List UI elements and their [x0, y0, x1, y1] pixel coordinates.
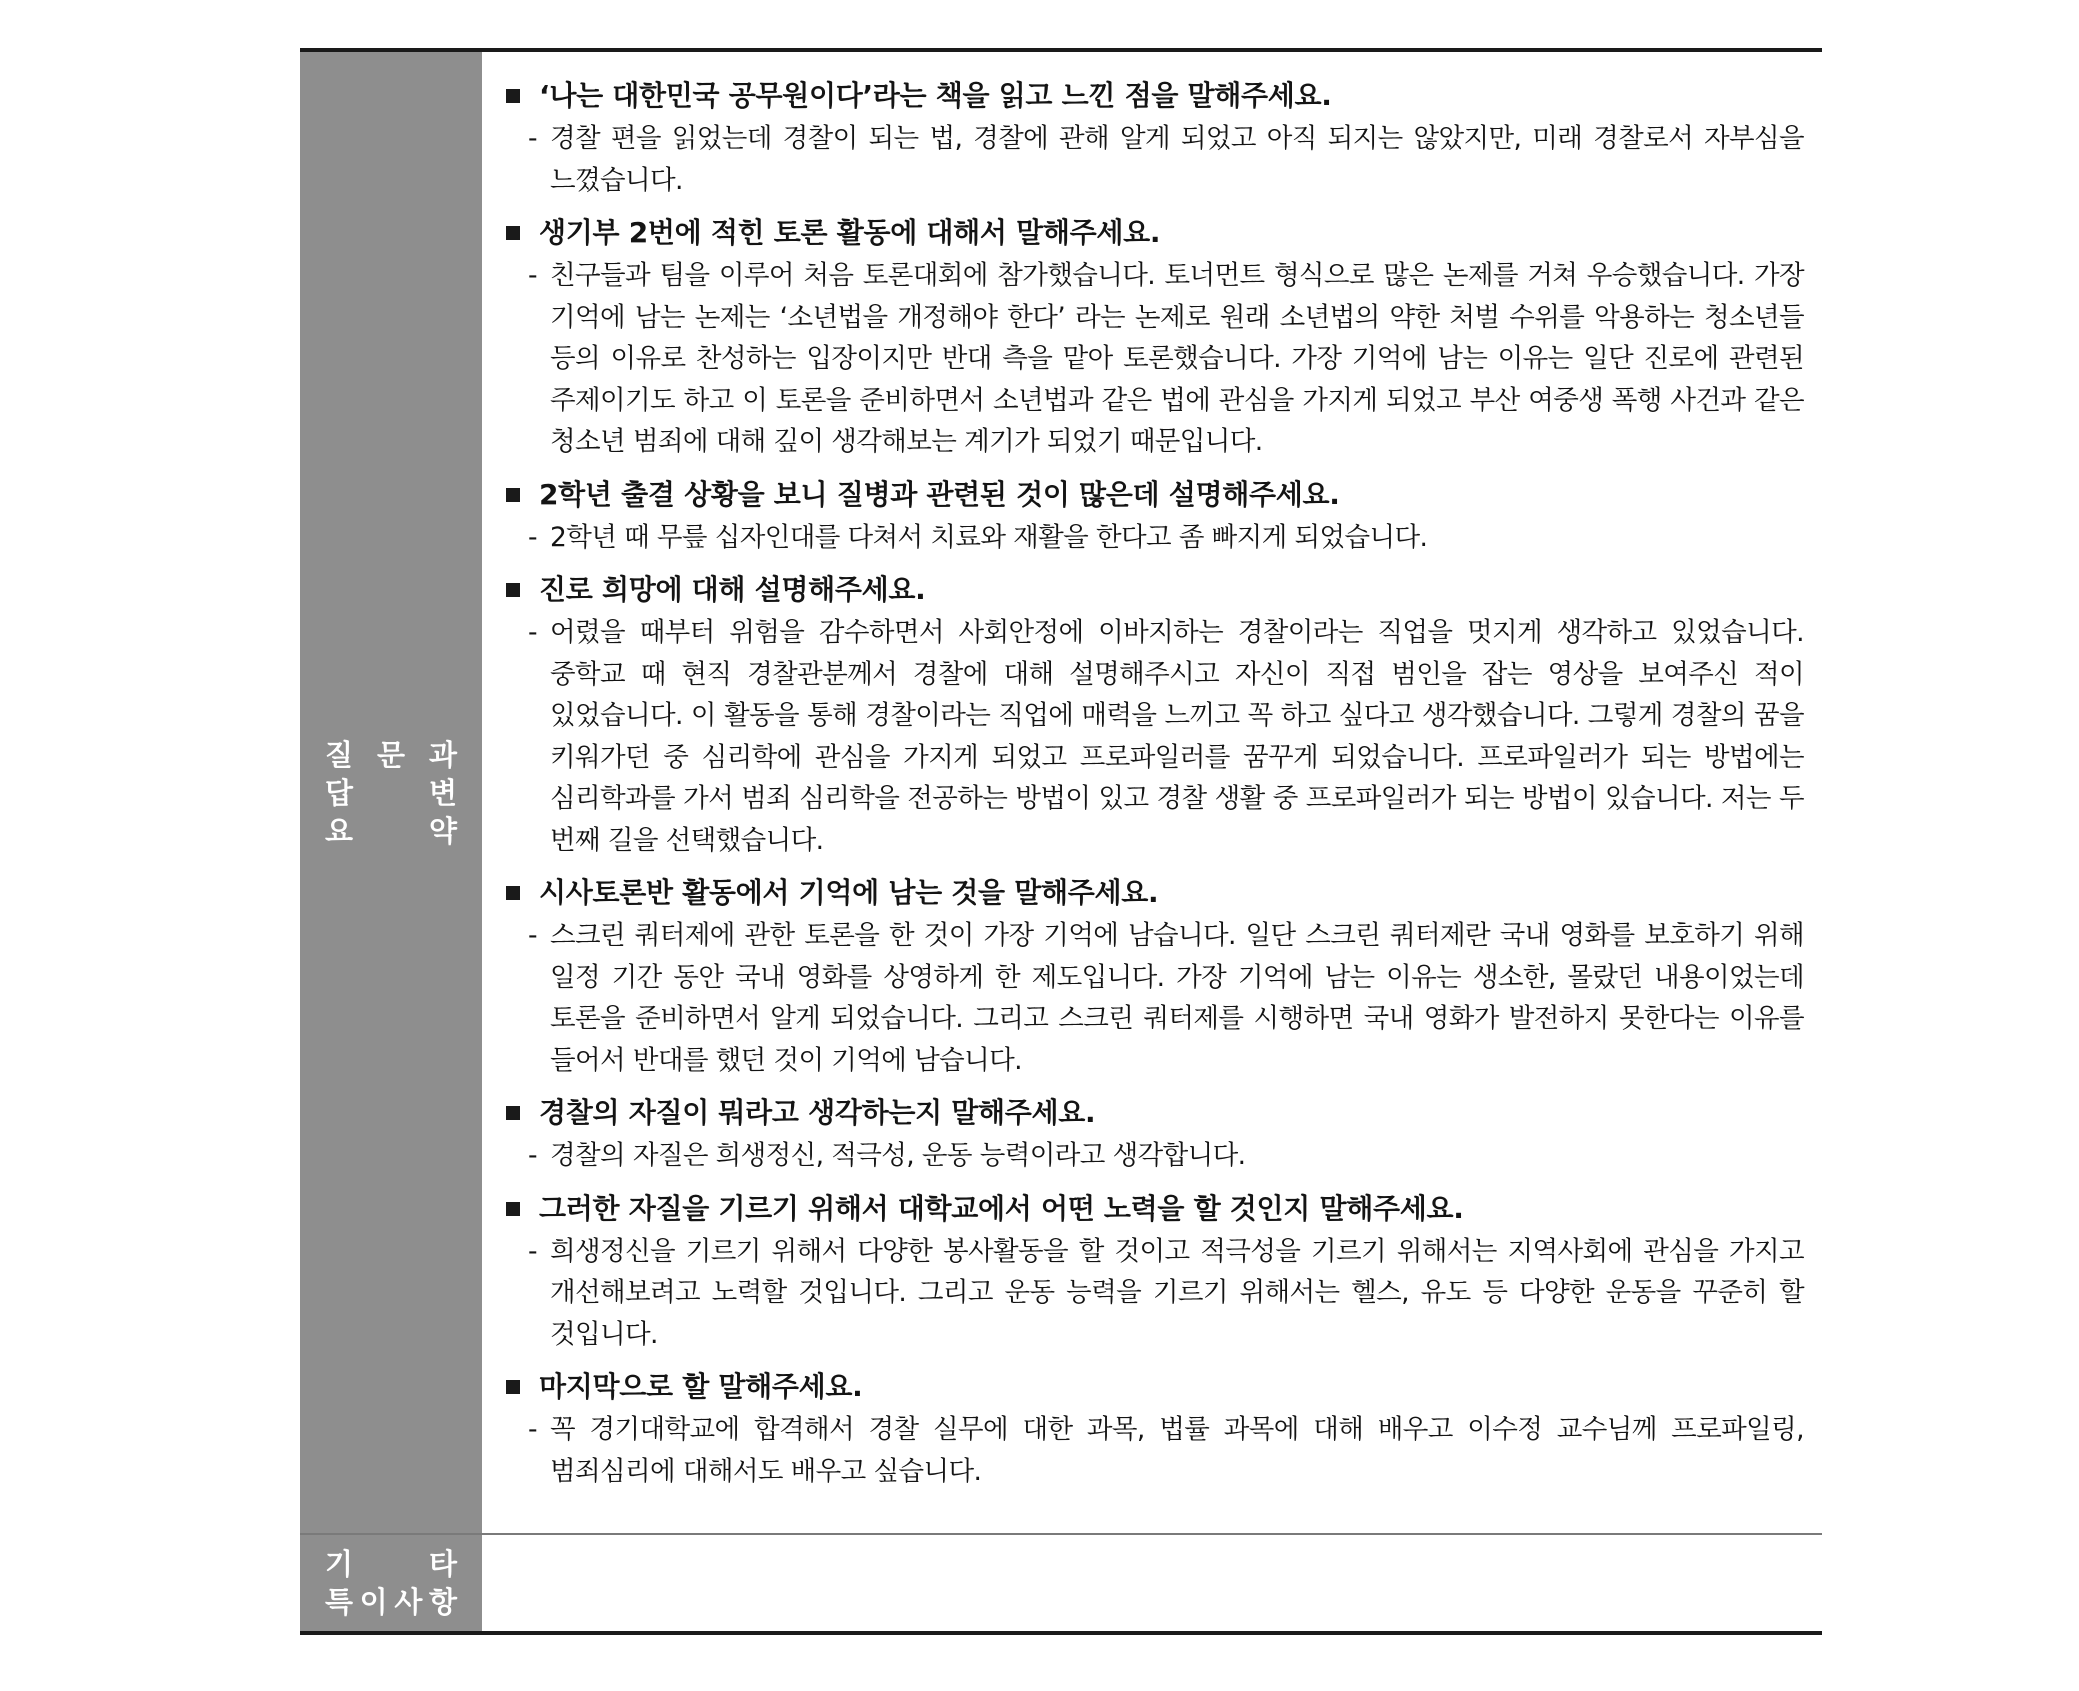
answer	[500, 1135, 1804, 1177]
qa-item	[500, 873, 1804, 1081]
answer-text: 어렸을 때부터 위험을 감수하면서 사회안정에 이바지하는 경찰이라는 직업을 멋지게 생각하고 있었습니다. 중학교 때 현직 경찰관분께서 경찰에 대해 설명해주시고 자신이 직접 범인을 잡는 영상을 보여주신 적이 있었습니다. 이 활동을 통해 경찰이라는 직업에 매력을 느끼고 꼭 하고 싶다고 생각했습니다. 그렇게 경찰의 꿈을 키워가던 중 심리학에 관심을 가지게 되었고 프로파일러를 꿈꾸게 되었습니다. 프로파일러가 되는 방법에는 심리학과를 가서 범죄 심리학을 전공하는 방법이 있고 경찰 생활 중 프로파일러가 되는 방법이 있습니다. 저는 두 번째 길을 선택했습니다.	[550, 617, 1804, 856]
label-char: 이	[359, 1585, 388, 1619]
answer-text: 경찰의 자질은 희생정신, 적극성, 운동 능력이라고 생각합니다.	[550, 1140, 1246, 1171]
dash-marker: -	[528, 123, 537, 154]
question-text: 경찰의 자질이 뭐라고 생각하는지 말해주세요.	[539, 1096, 1096, 1129]
question-text: ‘나는 대한민국 공무원이다’라는 책을 읽고 느낀 점을 말해주세요.	[539, 79, 1332, 112]
square-bullet-icon	[506, 1380, 520, 1394]
question	[500, 1189, 1804, 1229]
label-char: 변	[428, 775, 457, 810]
question	[500, 873, 1804, 913]
answer	[500, 255, 1804, 463]
label-char: 항	[428, 1585, 457, 1619]
square-bullet-icon	[506, 488, 520, 502]
etc-label-line-1	[325, 1545, 457, 1583]
question-text: 진로 희망에 대해 설명해주세요.	[539, 573, 926, 606]
qa-label-line-1	[325, 736, 457, 774]
answer	[500, 1409, 1804, 1492]
answer-text: 꼭 경기대학교에 합격해서 경찰 실무에 대한 과목, 법률 과목에 대해 배우고 이수정 교수님께 프로파일링, 범죄심리에 대해서도 배우고 싶습니다.	[550, 1414, 1804, 1487]
qa-item	[500, 475, 1804, 559]
etc-notes-label	[300, 1535, 482, 1631]
square-bullet-icon	[506, 226, 520, 240]
etc-notes-row	[300, 1533, 1822, 1631]
qa-label-line-2	[325, 774, 457, 812]
etc-notes-content	[482, 1535, 1822, 1631]
qa-label-line-3	[325, 812, 457, 850]
answer-text: 2학년 때 무릎 십자인대를 다쳐서 치료와 재활을 한다고 좀 빠지게 되었습니다.	[550, 521, 1428, 553]
qa-item	[500, 213, 1804, 463]
square-bullet-icon	[506, 1202, 520, 1216]
label-char: 문	[376, 737, 405, 772]
qa-item	[500, 76, 1804, 201]
square-bullet-icon	[506, 1106, 520, 1120]
square-bullet-icon	[506, 583, 520, 597]
label-char: 과	[428, 737, 457, 772]
question-text: 시사토론반 활동에서 기억에 남는 것을 말해주세요.	[539, 876, 1159, 909]
label-char: 질	[325, 737, 354, 772]
dash-marker: -	[528, 1414, 537, 1445]
question-text: 생기부 2번에 적힌 토론 활동에 대해서 말해주세요.	[539, 216, 1161, 249]
answer	[500, 915, 1804, 1081]
qa-item	[500, 1093, 1804, 1177]
question	[500, 1367, 1804, 1407]
label-char: 요	[325, 813, 354, 848]
square-bullet-icon	[506, 886, 520, 900]
question-text: 2학년 출결 상황을 보니 질병과 관련된 것이 많은데 설명해주세요.	[539, 477, 1340, 511]
interview-summary-table	[300, 48, 1822, 1635]
qa-item	[500, 1189, 1804, 1356]
qa-content	[482, 52, 1822, 1533]
qa-item	[500, 570, 1804, 861]
question	[500, 76, 1804, 116]
label-char: 타	[428, 1547, 457, 1581]
label-char: 답	[325, 775, 354, 810]
square-bullet-icon	[506, 89, 520, 103]
answer	[500, 1231, 1804, 1356]
label-char: 사	[394, 1585, 423, 1619]
question	[500, 213, 1804, 253]
question	[500, 475, 1804, 515]
answer-text: 희생정신을 기르기 위해서 다양한 봉사활동을 할 것이고 적극성을 기르기 위해서는 지역사회에 관심을 가지고 개선해보려고 노력할 것입니다. 그리고 운동 능력을 기르기 위해서는 헬스, 유도 등 다양한 운동을 꾸준히 할 것입니다.	[550, 1235, 1804, 1350]
answer-text: 경찰 편을 읽었는데 경찰이 되는 법, 경찰에 관해 알게 되었고 아직 되지는 않았지만, 미래 경찰로서 자부심을 느꼈습니다.	[550, 123, 1804, 196]
answer	[500, 517, 1804, 559]
qa-item	[500, 1367, 1804, 1492]
dash-marker: -	[528, 1140, 537, 1171]
question	[500, 570, 1804, 610]
dash-marker: -	[528, 1235, 537, 1267]
label-char: 약	[428, 813, 457, 848]
dash-marker: -	[528, 920, 537, 951]
dash-marker: -	[528, 521, 537, 553]
dash-marker: -	[528, 260, 537, 291]
answer-text: 스크린 쿼터제에 관한 토론을 한 것이 가장 기억에 남습니다. 일단 스크린 쿼터제란 국내 영화를 보호하기 위해 일정 기간 동안 국내 영화를 상영하게 한 제도입니다. 가장 기억에 남는 이유는 생소한, 몰랐던 내용이었는데 토론을 준비하면서 알게 되었습니다. 그리고 스크린 쿼터제를 시행하면 국내 영화가 발전하지 못한다는 이유를 들어서 반대를 했던 것이 기억에 남습니다.	[550, 920, 1804, 1076]
dash-marker: -	[528, 617, 537, 648]
question-text: 그러한 자질을 기르기 위해서 대학교에서 어떤 노력을 할 것인지 말해주세요.	[539, 1191, 1464, 1225]
question-text: 마지막으로 할 말해주세요.	[539, 1370, 863, 1403]
qa-summary-label	[300, 52, 482, 1533]
answer	[500, 612, 1804, 861]
answer-text: 친구들과 팀을 이루어 처음 토론대회에 참가했습니다. 토너먼트 형식으로 많은 논제를 거쳐 우승했습니다. 가장 기억에 남는 논제는 ‘소년법을 개정해야 한다’ 라는 논제로 원래 소년법의 약한 처벌 수위를 악용하는 청소년들 등의 이유로 찬성하는 입장이지만 반대 측을 맡아 토론했습니다. 가장 기억에 남는 이유는 일단 진로에 관련된 주제이기도 하고 이 토론을 준비하면서 소년법과 같은 법에 관심을 가지게 되었고 부산 여중생 폭행 사건과 같은 청소년 범죄에 대해 깊이 생각해보는 계기가 되었기 때문입니다.	[550, 260, 1804, 457]
answer	[500, 118, 1804, 201]
etc-label-line-2	[325, 1583, 457, 1621]
question	[500, 1093, 1804, 1133]
label-char: 특	[325, 1585, 354, 1619]
label-char: 기	[325, 1547, 354, 1581]
qa-summary-row	[300, 52, 1822, 1533]
